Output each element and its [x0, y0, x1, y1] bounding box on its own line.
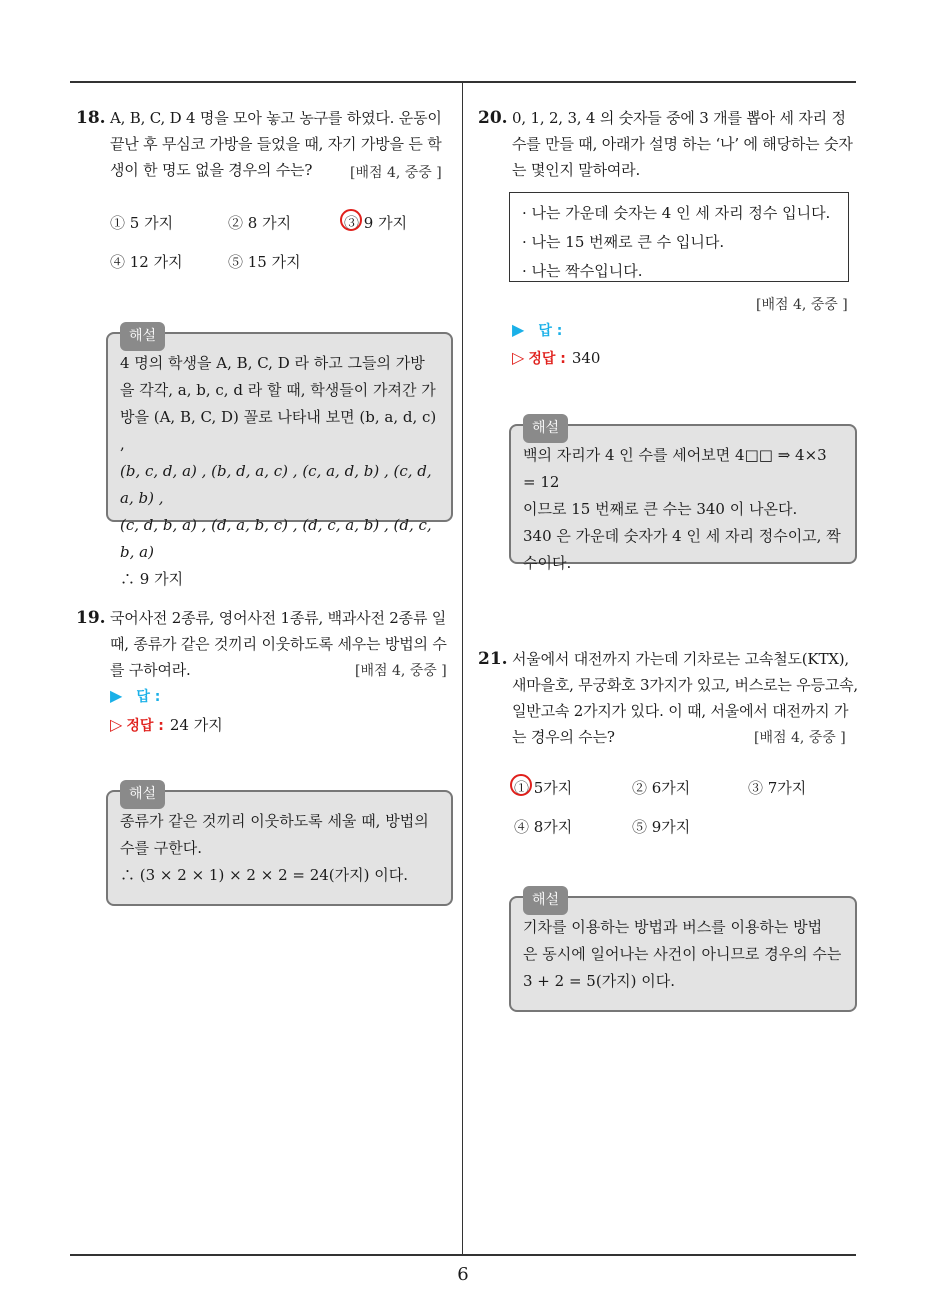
question-18-explanation — [106, 328, 453, 588]
explanation-line: 수를 구한다. — [120, 839, 202, 857]
question-19-explanation — [106, 786, 453, 906]
explanation-line: 340 은 가운데 숫자가 4 인 세 자리 정수이고, 짝 — [523, 527, 841, 545]
correct-label: 정답 : — [528, 351, 566, 367]
question-20-conditions — [509, 192, 849, 282]
choice-3[interactable]: ③ 7가지 — [748, 779, 807, 797]
question-number: 18. — [76, 108, 106, 128]
question-text: 국어사전 2종류, 영어사전 1종류, 백과사전 2종류 일 때, 종류가 같은 것끼리 이웃하도록 세우는 방법의 수를 구하여라. — [110, 609, 447, 679]
selected-answer-circle — [340, 209, 362, 231]
column-divider — [462, 82, 463, 1255]
explanation-tag: 해설 — [120, 322, 165, 351]
condition-line: · 나는 15 번째로 큰 수 입니다. — [522, 233, 725, 251]
choice-2[interactable]: ② 6가지 — [632, 779, 691, 797]
choice-1[interactable]: ① 5 가지 — [110, 214, 174, 232]
explanation-line: (c, d, b, a) , (d, a, b, c) , (d, c, a, b) , (d, c, b, a) — [120, 516, 432, 561]
correct-label: 정답 : — [126, 718, 164, 734]
choice-4[interactable]: ④ 8가지 — [514, 818, 573, 836]
choice-3[interactable]: ③ 9 가지 — [344, 212, 407, 233]
answer-row[interactable] — [110, 686, 160, 706]
correct-value: 24 가지 — [169, 716, 223, 734]
top-rule — [70, 81, 856, 83]
explanation-line: ∴ 9 가지 — [120, 570, 184, 588]
explanation-line: 백의 자리가 4 인 수를 세어보면 4□□ ⇒ 4×3 = 12 — [523, 446, 827, 491]
question-text: 서울에서 대전까지 가는데 기차로는 고속철도(KTX), 새마을호, 무궁화호 3가지가 있고, 버스로는 우등고속, 일반고속 2가지가 있다. 이 때, 서울에서 대전까지 가는 경우의 수는? — [512, 650, 858, 746]
explanation-line: 종류가 같은 것끼리 이웃하도록 세울 때, 방법의 — [120, 812, 429, 830]
condition-line: · 나는 짝수입니다. — [522, 262, 643, 280]
explanation-line: 수이다. — [523, 554, 572, 572]
question-21-explanation — [509, 892, 857, 1012]
explanation-tag: 해설 — [523, 886, 568, 915]
question-text: A, B, C, D 4 명을 모아 놓고 농구를 하였다. 운동이 끝난 후 무심코 가방을 들었을 때, 자기 가방을 든 학생이 한 명도 없을 경우의 수는? — [110, 109, 442, 179]
choice-4[interactable]: ④ 12 가지 — [110, 253, 183, 271]
bottom-rule — [70, 1254, 856, 1256]
question-19-meta: [배점 4, 중중 ] — [355, 663, 447, 679]
question-20-meta: [배점 4, 중중 ] — [756, 297, 848, 313]
explanation-line: 4 명의 학생을 A, B, C, D 라 하고 그들의 가방 — [120, 354, 425, 372]
explanation-line: ∴ (3 × 2 × 1) × 2 × 2 = 24(가지) 이다. — [120, 866, 408, 884]
correct-answer-row — [110, 714, 223, 735]
answer-label: 답 : — [538, 323, 563, 339]
explanation-line: 이므로 15 번째로 큰 수는 340 이 나온다. — [523, 500, 798, 518]
filled-triangle-icon: ▶ — [110, 686, 123, 705]
choice-2[interactable]: ② 8 가지 — [228, 214, 292, 232]
question-21-meta: [배점 4, 중중 ] — [754, 730, 846, 746]
correct-value: 340 — [571, 349, 601, 367]
question-number: 21. — [478, 649, 508, 669]
choice-1[interactable]: ① 5가지 — [514, 777, 572, 798]
correct-answer-row — [512, 348, 600, 368]
outline-triangle-icon: ▷ — [512, 348, 525, 367]
explanation-line: 을 각각, a, b, c, d 라 할 때, 학생들이 가져간 가 — [120, 381, 436, 399]
explanation-line: 기차를 이용하는 방법과 버스를 이용하는 방법 — [523, 918, 823, 936]
question-number: 20. — [478, 108, 508, 128]
question-20-explanation — [509, 420, 857, 572]
page-number: 6 — [457, 1264, 469, 1285]
explanation-tag: 해설 — [120, 780, 165, 809]
condition-line: · 나는 가운데 숫자는 4 인 세 자리 정수 입니다. — [522, 204, 831, 222]
question-text: 0, 1, 2, 3, 4 의 숫자들 중에 3 개를 뽑아 세 자리 정수를 만들 때, 아래가 설명 하는 ‘나’ 에 해당하는 숫자는 몇인지 말하여라. — [512, 109, 853, 179]
question-20 — [478, 105, 858, 183]
selected-answer-circle — [510, 774, 532, 796]
question-number: 19. — [76, 608, 106, 628]
explanation-tag: 해설 — [523, 414, 568, 443]
explanation-line: (b, c, d, a) , (b, d, a, c) , (c, a, d, b) , (c, d, a, b) , — [120, 462, 432, 507]
filled-triangle-icon: ▶ — [512, 320, 525, 339]
answer-label: 답 : — [136, 689, 161, 705]
explanation-line: 방을 (A, B, C, D) 꼴로 나타내 보면 (b, a, d, c) , — [120, 408, 437, 453]
explanation-line: 은 동시에 일어나는 사건이 아니므로 경우의 수는 — [523, 945, 842, 963]
explanation-line: 3 + 2 = 5(가지) 이다. — [523, 972, 676, 990]
choice-5[interactable]: ⑤ 15 가지 — [228, 253, 301, 271]
answer-row[interactable] — [512, 320, 562, 340]
question-18-meta: [배점 4, 중중 ] — [350, 165, 442, 181]
outline-triangle-icon: ▷ — [110, 715, 123, 734]
choice-5[interactable]: ⑤ 9가지 — [632, 818, 691, 836]
